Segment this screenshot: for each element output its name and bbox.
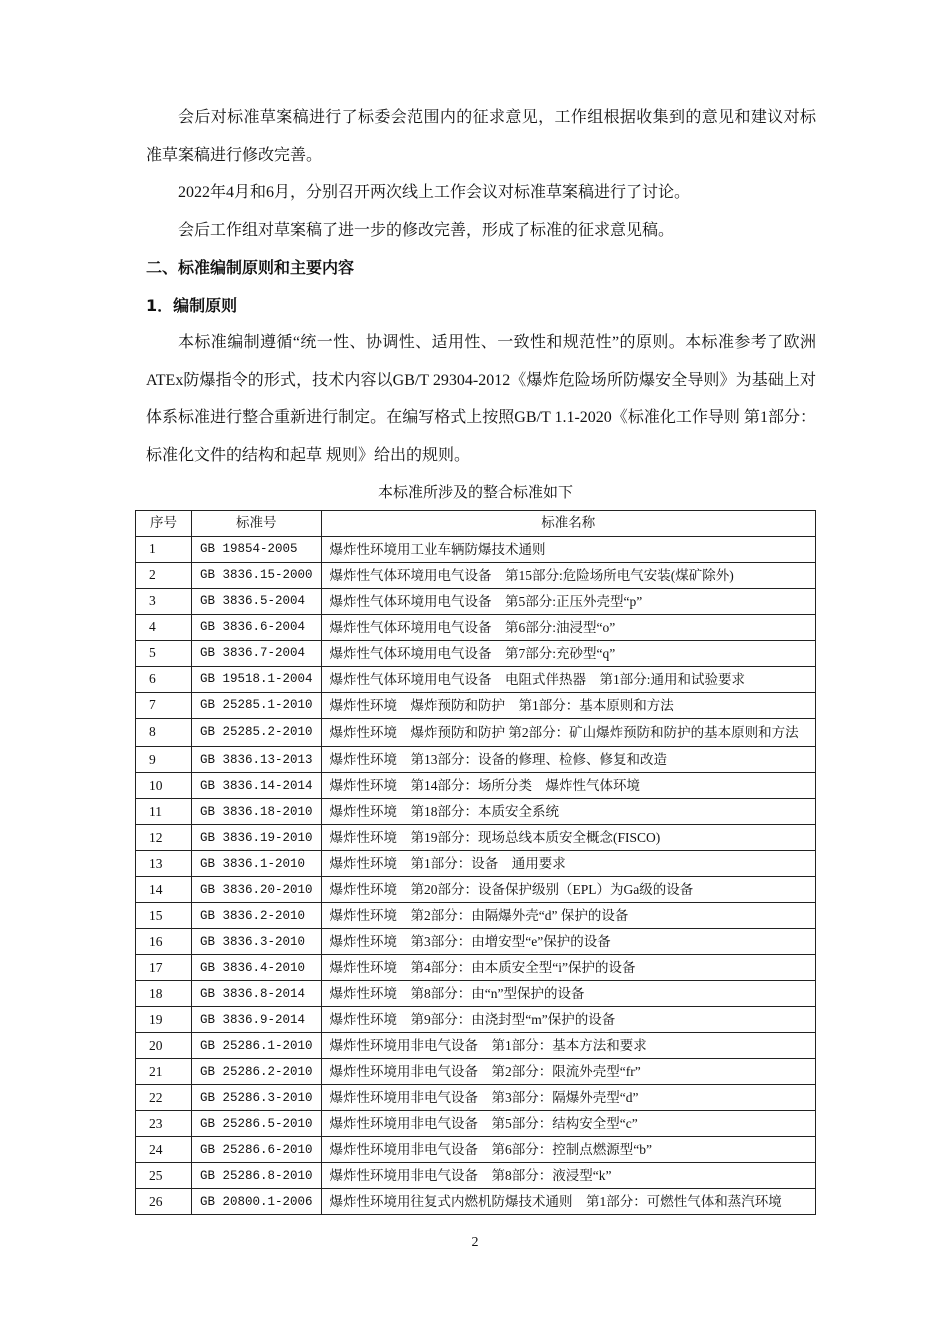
paragraph-draft: 会后工作组对草案稿了进一步的修改完善，形成了标准的征求意见稿。 xyxy=(178,221,675,239)
standard-code: GB 19854-2005 xyxy=(192,536,322,562)
page-content xyxy=(146,0,816,1311)
table-row xyxy=(136,903,816,929)
standard-name: 爆炸性气体环境用电气设备 第6部分:油浸型“o” xyxy=(321,614,815,640)
standard-code: GB 3836.7-2004 xyxy=(192,640,322,666)
standard-code: GB 25286.5-2010 xyxy=(192,1111,322,1137)
standard-name: 爆炸性环境用非电气设备 第2部分：限流外壳型“fr” xyxy=(321,1059,815,1085)
row-index: 17 xyxy=(136,955,192,981)
row-index: 6 xyxy=(136,666,192,692)
standard-name: 爆炸性环境用非电气设备 第1部分：基本方法和要求 xyxy=(321,1033,815,1059)
standard-code: GB 3836.14-2014 xyxy=(192,773,322,799)
standard-name: 爆炸性气体环境用电气设备 电阻式伴热器 第1部分:通用和试验要求 xyxy=(321,666,815,692)
standard-name: 爆炸性气体环境用电气设备 第7部分:充砂型“q” xyxy=(321,640,815,666)
row-index: 25 xyxy=(136,1163,192,1189)
table-row xyxy=(136,1111,816,1137)
standard-name: 爆炸性环境 第19部分：现场总线本质安全概念(FISCO) xyxy=(321,825,815,851)
standard-code: GB 25286.1-2010 xyxy=(192,1033,322,1059)
subsection-heading: 1．编制原则 xyxy=(146,295,238,315)
standard-code: GB 3836.5-2004 xyxy=(192,588,322,614)
row-index: 13 xyxy=(136,851,192,877)
standard-name: 爆炸性环境 第3部分：由增安型“e”保护的设备 xyxy=(321,929,815,955)
standard-name: 爆炸性环境用工业车辆防爆技术通则 xyxy=(321,536,815,562)
standard-code: GB 3836.19-2010 xyxy=(192,825,322,851)
standard-code: GB 3836.20-2010 xyxy=(192,877,322,903)
table-row xyxy=(136,851,816,877)
standard-code: GB 3836.9-2014 xyxy=(192,1007,322,1033)
standard-name: 爆炸性环境用非电气设备 第8部分：液浸型“k” xyxy=(321,1163,815,1189)
table-row xyxy=(136,1163,816,1189)
standard-code: GB 3836.1-2010 xyxy=(192,851,322,877)
paragraph-meetings: 2022年4月和6月，分别召开两次线上工作会议对标准草案稿进行了讨论。 xyxy=(178,184,691,201)
standard-code: GB 25285.1-2010 xyxy=(192,692,322,718)
paragraph-comments: 会后对标准草案稿进行了标委会范围内的征求意见，工作组根据收集到的意见和建议对标准草案稿进行修改完善。 xyxy=(146,109,816,164)
row-index: 21 xyxy=(136,1059,192,1085)
row-index: 20 xyxy=(136,1033,192,1059)
table-header-row xyxy=(136,511,816,537)
header-name: 标准名称 xyxy=(321,511,815,537)
standard-name: 爆炸性环境 第9部分：由浇封型“m”保护的设备 xyxy=(321,1007,815,1033)
standard-code: GB 25286.2-2010 xyxy=(192,1059,322,1085)
table-row xyxy=(136,692,816,718)
standard-code: GB 25286.8-2010 xyxy=(192,1163,322,1189)
table-row xyxy=(136,955,816,981)
page-number: 2 xyxy=(471,1235,479,1251)
row-index: 7 xyxy=(136,692,192,718)
table-row xyxy=(136,825,816,851)
table-body xyxy=(136,536,816,1215)
standard-code: GB 3836.18-2010 xyxy=(192,799,322,825)
standard-code: GB 3836.4-2010 xyxy=(192,955,322,981)
row-index: 22 xyxy=(136,1085,192,1111)
section-heading: 二、标准编制原则和主要内容 xyxy=(146,258,355,277)
table-row xyxy=(136,747,816,773)
standard-name: 爆炸性环境 第2部分：由隔爆外壳“d” 保护的设备 xyxy=(321,903,815,929)
row-index: 4 xyxy=(136,614,192,640)
table-row xyxy=(136,799,816,825)
table-row xyxy=(136,588,816,614)
table-row xyxy=(136,981,816,1007)
row-index: 18 xyxy=(136,981,192,1007)
standard-name: 爆炸性环境 第8部分：由“n”型保护的设备 xyxy=(321,981,815,1007)
table-row xyxy=(136,773,816,799)
table-row xyxy=(136,718,816,747)
table-caption: 本标准所涉及的整合标准如下 xyxy=(377,485,573,501)
standard-code: GB 3836.8-2014 xyxy=(192,981,322,1007)
table-row xyxy=(136,877,816,903)
row-index: 24 xyxy=(136,1137,192,1163)
standard-code: GB 19518.1-2004 xyxy=(192,666,322,692)
standard-name: 爆炸性环境用非电气设备 第3部分：隔爆外壳型“d” xyxy=(321,1085,815,1111)
row-index: 19 xyxy=(136,1007,192,1033)
paragraph-principles: 本标准编制遵循“统一性、协调性、适用性、一致性和规范性”的原则。本标准参考了欧洲ATEx防爆指令的形式，技术内容以GB/T 29304-2012《爆炸危险场所防爆安全导则》为基础上对体系标准进行整合重新进行制定。在编写格式上按照GB/T 1.1-2020《标准化工作导则 第1部分：标准化文件的结构和起草 规则》给出的规则。 xyxy=(146,334,816,464)
table-row xyxy=(136,1007,816,1033)
row-index: 8 xyxy=(136,718,192,747)
standard-name: 爆炸性环境 第14部分：场所分类 爆炸性气体环境 xyxy=(321,773,815,799)
row-index: 15 xyxy=(136,903,192,929)
table-row xyxy=(136,666,816,692)
table-row xyxy=(136,1033,816,1059)
row-index: 12 xyxy=(136,825,192,851)
table-row xyxy=(136,562,816,588)
row-index: 23 xyxy=(136,1111,192,1137)
standards-table xyxy=(135,510,816,1215)
row-index: 10 xyxy=(136,773,192,799)
standard-code: GB 3836.3-2010 xyxy=(192,929,322,955)
row-index: 9 xyxy=(136,747,192,773)
standard-name: 爆炸性环境 爆炸预防和防护 第1部分：基本原则和方法 xyxy=(321,692,815,718)
standard-name: 爆炸性环境用非电气设备 第5部分：结构安全型“c” xyxy=(321,1111,815,1137)
standard-code: GB 25285.2-2010 xyxy=(192,718,322,747)
standard-name: 爆炸性环境 第4部分：由本质安全型“i”保护的设备 xyxy=(321,955,815,981)
standard-name: 爆炸性气体环境用电气设备 第5部分:正压外壳型“p” xyxy=(321,588,815,614)
table-row xyxy=(136,614,816,640)
header-index: 序号 xyxy=(136,511,192,537)
row-index: 11 xyxy=(136,799,192,825)
standard-code: GB 3836.2-2010 xyxy=(192,903,322,929)
standard-name: 爆炸性环境用往复式内燃机防爆技术通则 第1部分：可燃性气体和蒸汽环境 xyxy=(321,1189,815,1215)
standard-name: 爆炸性环境用非电气设备 第6部分：控制点燃源型“b” xyxy=(321,1137,815,1163)
table-row xyxy=(136,1137,816,1163)
row-index: 5 xyxy=(136,640,192,666)
standard-name: 爆炸性环境 第18部分：本质安全系统 xyxy=(321,799,815,825)
standard-name: 爆炸性环境 爆炸预防和防护 第2部分：矿山爆炸预防和防护的基本原则和方法 xyxy=(321,718,815,747)
table-row xyxy=(136,640,816,666)
standard-code: GB 25286.3-2010 xyxy=(192,1085,322,1111)
table-row xyxy=(136,1189,816,1215)
header-code: 标准号 xyxy=(192,511,322,537)
standard-name: 爆炸性气体环境用电气设备 第15部分:危险场所电气安装(煤矿除外) xyxy=(321,562,815,588)
table-row xyxy=(136,1085,816,1111)
row-index: 1 xyxy=(136,536,192,562)
table-row xyxy=(136,929,816,955)
row-index: 14 xyxy=(136,877,192,903)
table-row xyxy=(136,536,816,562)
standard-name: 爆炸性环境 第20部分：设备保护级别（EPL）为Ga级的设备 xyxy=(321,877,815,903)
row-index: 16 xyxy=(136,929,192,955)
row-index: 2 xyxy=(136,562,192,588)
standard-code: GB 25286.6-2010 xyxy=(192,1137,322,1163)
row-index: 26 xyxy=(136,1189,192,1215)
standard-code: GB 20800.1-2006 xyxy=(192,1189,322,1215)
standard-code: GB 3836.13-2013 xyxy=(192,747,322,773)
standard-name: 爆炸性环境 第1部分：设备 通用要求 xyxy=(321,851,815,877)
row-index: 3 xyxy=(136,588,192,614)
table-row xyxy=(136,1059,816,1085)
standard-name: 爆炸性环境 第13部分：设备的修理、检修、修复和改造 xyxy=(321,747,815,773)
standard-code: GB 3836.6-2004 xyxy=(192,614,322,640)
standard-code: GB 3836.15-2000 xyxy=(192,562,322,588)
